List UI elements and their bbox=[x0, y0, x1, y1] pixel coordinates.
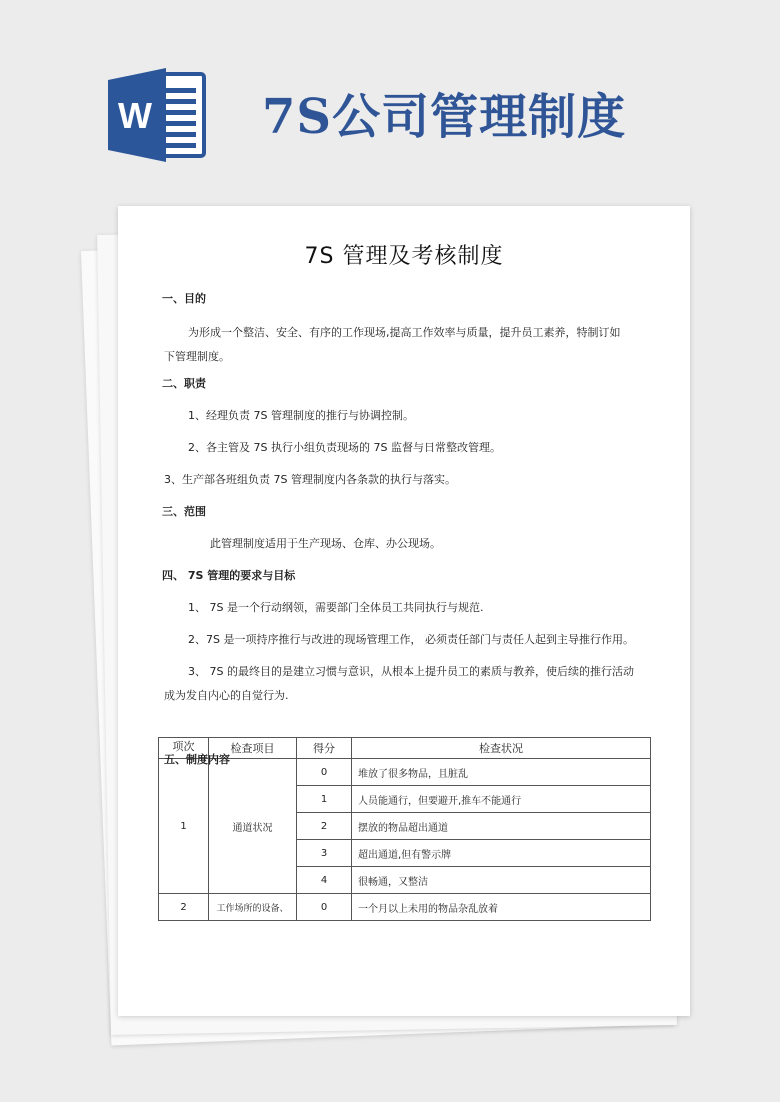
item-no-cell: 1 bbox=[159, 759, 209, 894]
item-name-cell: 工作场所的设备、 bbox=[209, 894, 297, 921]
paragraph-line: 2、7S 是一项持序推行与改进的现场管理工作， 必须责任部门与责任人起到主导推行作用。 bbox=[188, 633, 634, 646]
banner-title: 7S公司管理制度 bbox=[262, 89, 627, 145]
paragraph-line: 1、经理负责 7S 管理制度的推行与协调控制。 bbox=[188, 409, 414, 422]
section-heading: 二、职责 bbox=[162, 377, 206, 390]
section-heading: 一、目的 bbox=[162, 292, 206, 305]
paragraph-line: 3、生产部各班组负责 7S 管理制度内各条款的执行与落实。 bbox=[164, 473, 456, 486]
header-cell: 得分 bbox=[297, 738, 352, 759]
word-logo-icon bbox=[108, 68, 208, 162]
header-cell: 项次 bbox=[159, 738, 209, 759]
section-heading: 三、范围 bbox=[162, 505, 206, 518]
svg-text:W: W bbox=[118, 95, 152, 136]
document-page bbox=[118, 206, 690, 1016]
paragraph-line: 此管理制度适用于生产现场、仓库、办公现场。 bbox=[210, 537, 441, 550]
item-no-cell: 2 bbox=[159, 894, 209, 921]
status-cell: 人员能通行，但要避开,推车不能通行 bbox=[352, 786, 651, 813]
item-name-cell: 通道状况 bbox=[209, 759, 297, 894]
paragraph-line: 1、 7S 是一个行动纲领，需要部门全体员工共同执行与规范. bbox=[188, 601, 484, 614]
paragraph-line: 2、各主管及 7S 执行小组负责现场的 7S 监督与日常整改管理。 bbox=[188, 441, 501, 454]
status-cell: 摆放的物品超出通道 bbox=[352, 813, 651, 840]
paragraph-line: 3、 7S 的最终目的是建立习惯与意识，从根本上提升员工的素质与教养，使后续的推行活动 bbox=[188, 665, 634, 678]
table-row bbox=[159, 894, 651, 921]
paragraph-line: 为形成一个整洁、安全、有序的工作现场,提高工作效率与质量，提升员工素养，特制订如 bbox=[188, 326, 621, 339]
table-row bbox=[159, 759, 651, 786]
paragraph-line: 下管理制度。 bbox=[164, 350, 230, 363]
score-cell: 4 bbox=[297, 867, 352, 894]
section-heading: 四、 7S 管理的要求与目标 bbox=[162, 569, 296, 582]
header-cell: 检查项目 bbox=[209, 738, 297, 759]
score-cell: 0 bbox=[297, 759, 352, 786]
score-cell: 1 bbox=[297, 786, 352, 813]
status-cell: 很畅通，又整洁 bbox=[352, 867, 651, 894]
paragraph-line: 成为发自内心的自觉行为. bbox=[164, 689, 289, 702]
status-cell: 超出通道,但有警示牌 bbox=[352, 840, 651, 867]
document-title: 7S 管理及考核制度 bbox=[304, 244, 504, 269]
section-heading: 五、制度内容 bbox=[164, 753, 230, 766]
header-cell: 检查状况 bbox=[352, 738, 651, 759]
inspection-table bbox=[158, 737, 651, 921]
status-cell: 堆放了很多物品，且脏乱 bbox=[352, 759, 651, 786]
score-cell: 3 bbox=[297, 840, 352, 867]
table-header-row bbox=[159, 738, 651, 759]
score-cell: 2 bbox=[297, 813, 352, 840]
score-cell: 0 bbox=[297, 894, 352, 921]
status-cell: 一个月以上未用的物品杂乱放着 bbox=[352, 894, 651, 921]
